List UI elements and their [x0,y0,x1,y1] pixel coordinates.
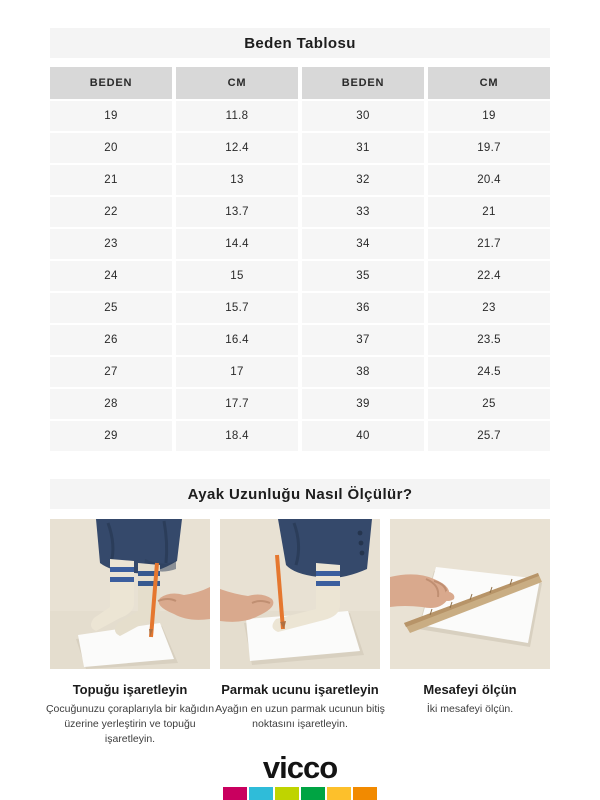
brand-color-segment [353,787,377,800]
step-title: Parmak ucunu işaretleyin [221,682,379,697]
brand-color-segment [301,787,325,800]
table-cell: 23 [50,229,172,259]
table-cell: 11.8 [176,101,298,131]
footer [50,752,550,800]
step-mark-toe [215,519,385,748]
table-cell: 21.7 [428,229,550,259]
table-cell: 17 [176,357,298,387]
table-cell: 21 [428,197,550,227]
table-cell: 20.4 [428,165,550,195]
table-cell: 13 [176,165,298,195]
table-cell: 15 [176,261,298,291]
table-cell: 33 [302,197,424,227]
table-cell: 25.7 [428,421,550,451]
table-cell: 28 [50,389,172,419]
table-cell: 19.7 [428,133,550,163]
step-title: Mesafeyi ölçün [423,682,517,697]
table-cell: 16.4 [176,325,298,355]
table-cell: 37 [302,325,424,355]
table-cell: 25 [50,293,172,323]
table-cell: 23.5 [428,325,550,355]
page-title: Beden Tablosu [50,28,550,58]
column-header-cm-left: CM [176,67,298,99]
table-cell: 19 [428,101,550,131]
brand-color-segment [223,787,247,800]
table-cell: 29 [50,421,172,451]
step-title: Topuğu işaretleyin [72,682,188,697]
table-cell: 30 [302,101,424,131]
column-header-cm-right: CM [428,67,550,99]
table-cell: 27 [50,357,172,387]
table-cell: 18.4 [176,421,298,451]
brand-color-segment [327,787,351,800]
step-description: İki mesafeyi ölçün. [426,703,514,715]
table-cell: 22 [50,197,172,227]
column-header-beden-left: BEDEN [50,67,172,99]
table-cell: 39 [302,389,424,419]
table-cell: 25 [428,389,550,419]
table-cell: 24 [50,261,172,291]
table-cell: 12.4 [176,133,298,163]
table-cell: 22.4 [428,261,550,291]
table-cell: 34 [302,229,424,259]
brand-color-segment [275,787,299,800]
table-cell: 13.7 [176,197,298,227]
howto-steps [45,519,550,748]
table-cell: 40 [302,421,424,451]
brand-color-segment [249,787,273,800]
step-description: Ayağın en uzun parmak ucunun bitiş noktasını işaretleyin. [215,703,385,731]
table-cell: 36 [302,293,424,323]
table-cell: 20 [50,133,172,163]
table-cell: 32 [302,165,424,195]
table-cell: 23 [428,293,550,323]
step-mark-heel [45,519,215,748]
table-cell: 24.5 [428,357,550,387]
column-header-beden-right: BEDEN [302,67,424,99]
table-cell: 35 [302,261,424,291]
howto-section-title: Ayak Uzunluğu Nasıl Ölçülür? [50,479,550,509]
table-cell: 17.7 [176,389,298,419]
mark-toe-photo [220,519,380,669]
mark-heel-photo [50,519,210,669]
table-cell: 15.7 [176,293,298,323]
table-cell: 14.4 [176,229,298,259]
step-description: Çocuğunuzu çoraplarıyla bir kağıdın üzerine yerleştirin ve topuğu işaretleyin. [45,703,215,746]
measure-distance-photo [390,519,550,669]
size-table [50,67,550,451]
brand-color-bar [223,787,377,800]
table-cell: 38 [302,357,424,387]
table-cell: 21 [50,165,172,195]
step-measure-distance [390,519,550,748]
table-cell: 26 [50,325,172,355]
brand-logo: vicco [262,750,338,785]
table-cell: 19 [50,101,172,131]
table-cell: 31 [302,133,424,163]
